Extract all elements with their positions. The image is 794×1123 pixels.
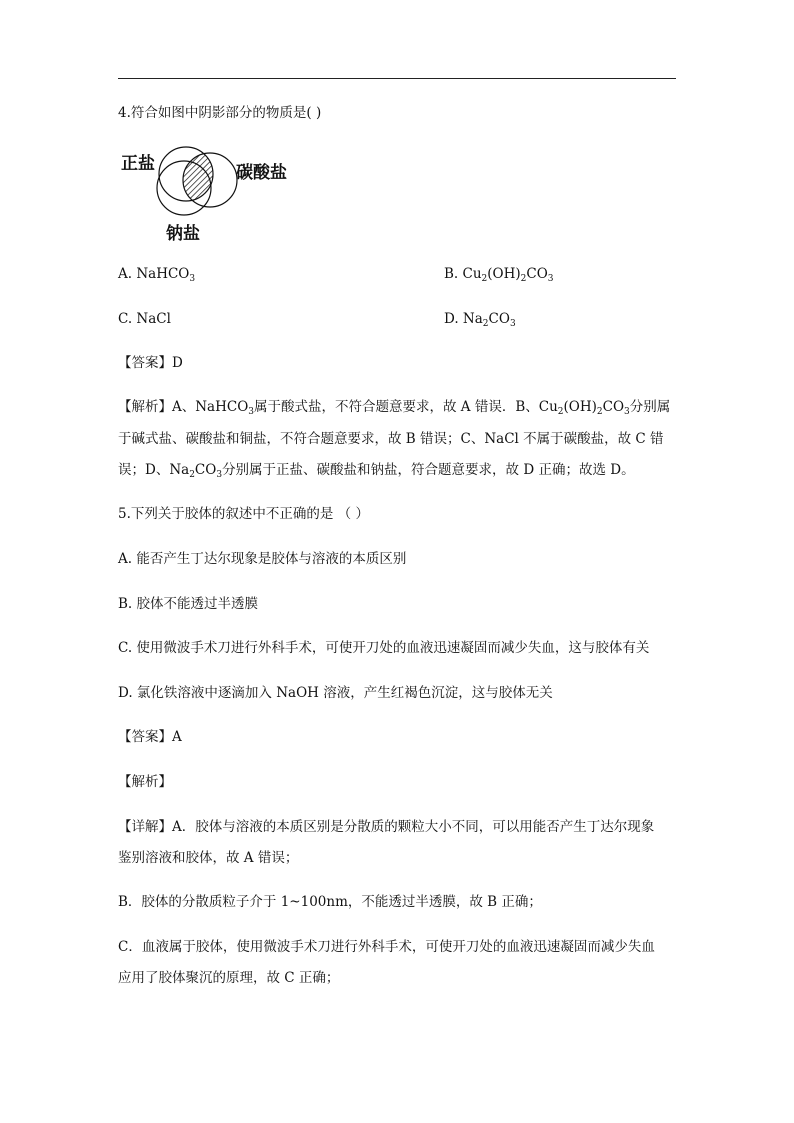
option-5b: B. 胶体不能透过半透膜	[118, 596, 259, 612]
analysis-5-head: 【解析】	[118, 774, 172, 790]
detail-5-c-line1: C．血液属于胶体，使用微波手术刀进行外科手术，可使开刀处的血液迅速凝固而减少失血	[118, 939, 655, 955]
analysis-4-line2: 于碱式盐、碳酸盐和铜盐，不符合题意要求，故 B 错误；C、NaCl 不属于碳酸盐，故 C 错	[118, 431, 664, 447]
venn-label-zhengyan: 正盐	[121, 154, 155, 174]
venn-diagram	[118, 140, 298, 242]
venn-label-nayan: 钠盐	[166, 224, 200, 244]
answer-4: 【答案】D	[118, 355, 183, 371]
analysis-4-line3: 误；D、$Na_2CO_3$分别属于正盐、碳酸盐和钠盐，符合题意要求，故 D 正确；故选 D。	[118, 462, 635, 480]
option-5d: D. 氯化铁溶液中逐滴加入 NaOH 溶液，产生红褐色沉淀，这与胶体无关	[118, 685, 553, 701]
question-5-title: 5.下列关于胶体的叙述中不正确的是 （ ）	[118, 506, 369, 522]
detail-5-c-line2: 应用了胶体聚沉的原理，故 C 正确；	[118, 970, 340, 986]
option-4c: C. NaCl	[118, 311, 171, 327]
option-4a: A. NaHCO$_3$	[118, 266, 196, 284]
option-5c: C. 使用微波手术刀进行外科手术，可使开刀处的血液迅速凝固而减少失血，这与胶体有关	[118, 640, 650, 656]
question-4-title: 4.符合如图中阴影部分的物质是( )	[118, 105, 322, 121]
detail-5-line1: 【详解】A．胶体与溶液的本质区别是分散质的颗粒大小不同，可以用能否产生丁达尔现象	[118, 819, 655, 835]
detail-5-b: B．胶体的分散质粒子介于 1~100nm，不能透过半透膜，故 B 正确；	[118, 894, 542, 910]
answer-5: 【答案】A	[118, 729, 182, 745]
header-rule	[118, 78, 676, 79]
option-4b: B. $Cu_2(OH)_2CO_3$	[444, 266, 554, 284]
venn-label-tansuanyan: 碳酸盐	[236, 163, 287, 183]
detail-5-line2: 鉴别溶液和胶体，故 A 错误；	[118, 850, 299, 866]
option-4d: D. $Na_2CO_3$	[444, 311, 516, 329]
option-5a: A. 能否产生丁达尔现象是胶体与溶液的本质区别	[118, 551, 407, 567]
analysis-4-line1: 【解析】A、NaHCO$_3$属于酸式盐，不符合题意要求，故 A 错误．B、$Cu_2(OH)_2CO_3$分别属	[118, 399, 671, 417]
